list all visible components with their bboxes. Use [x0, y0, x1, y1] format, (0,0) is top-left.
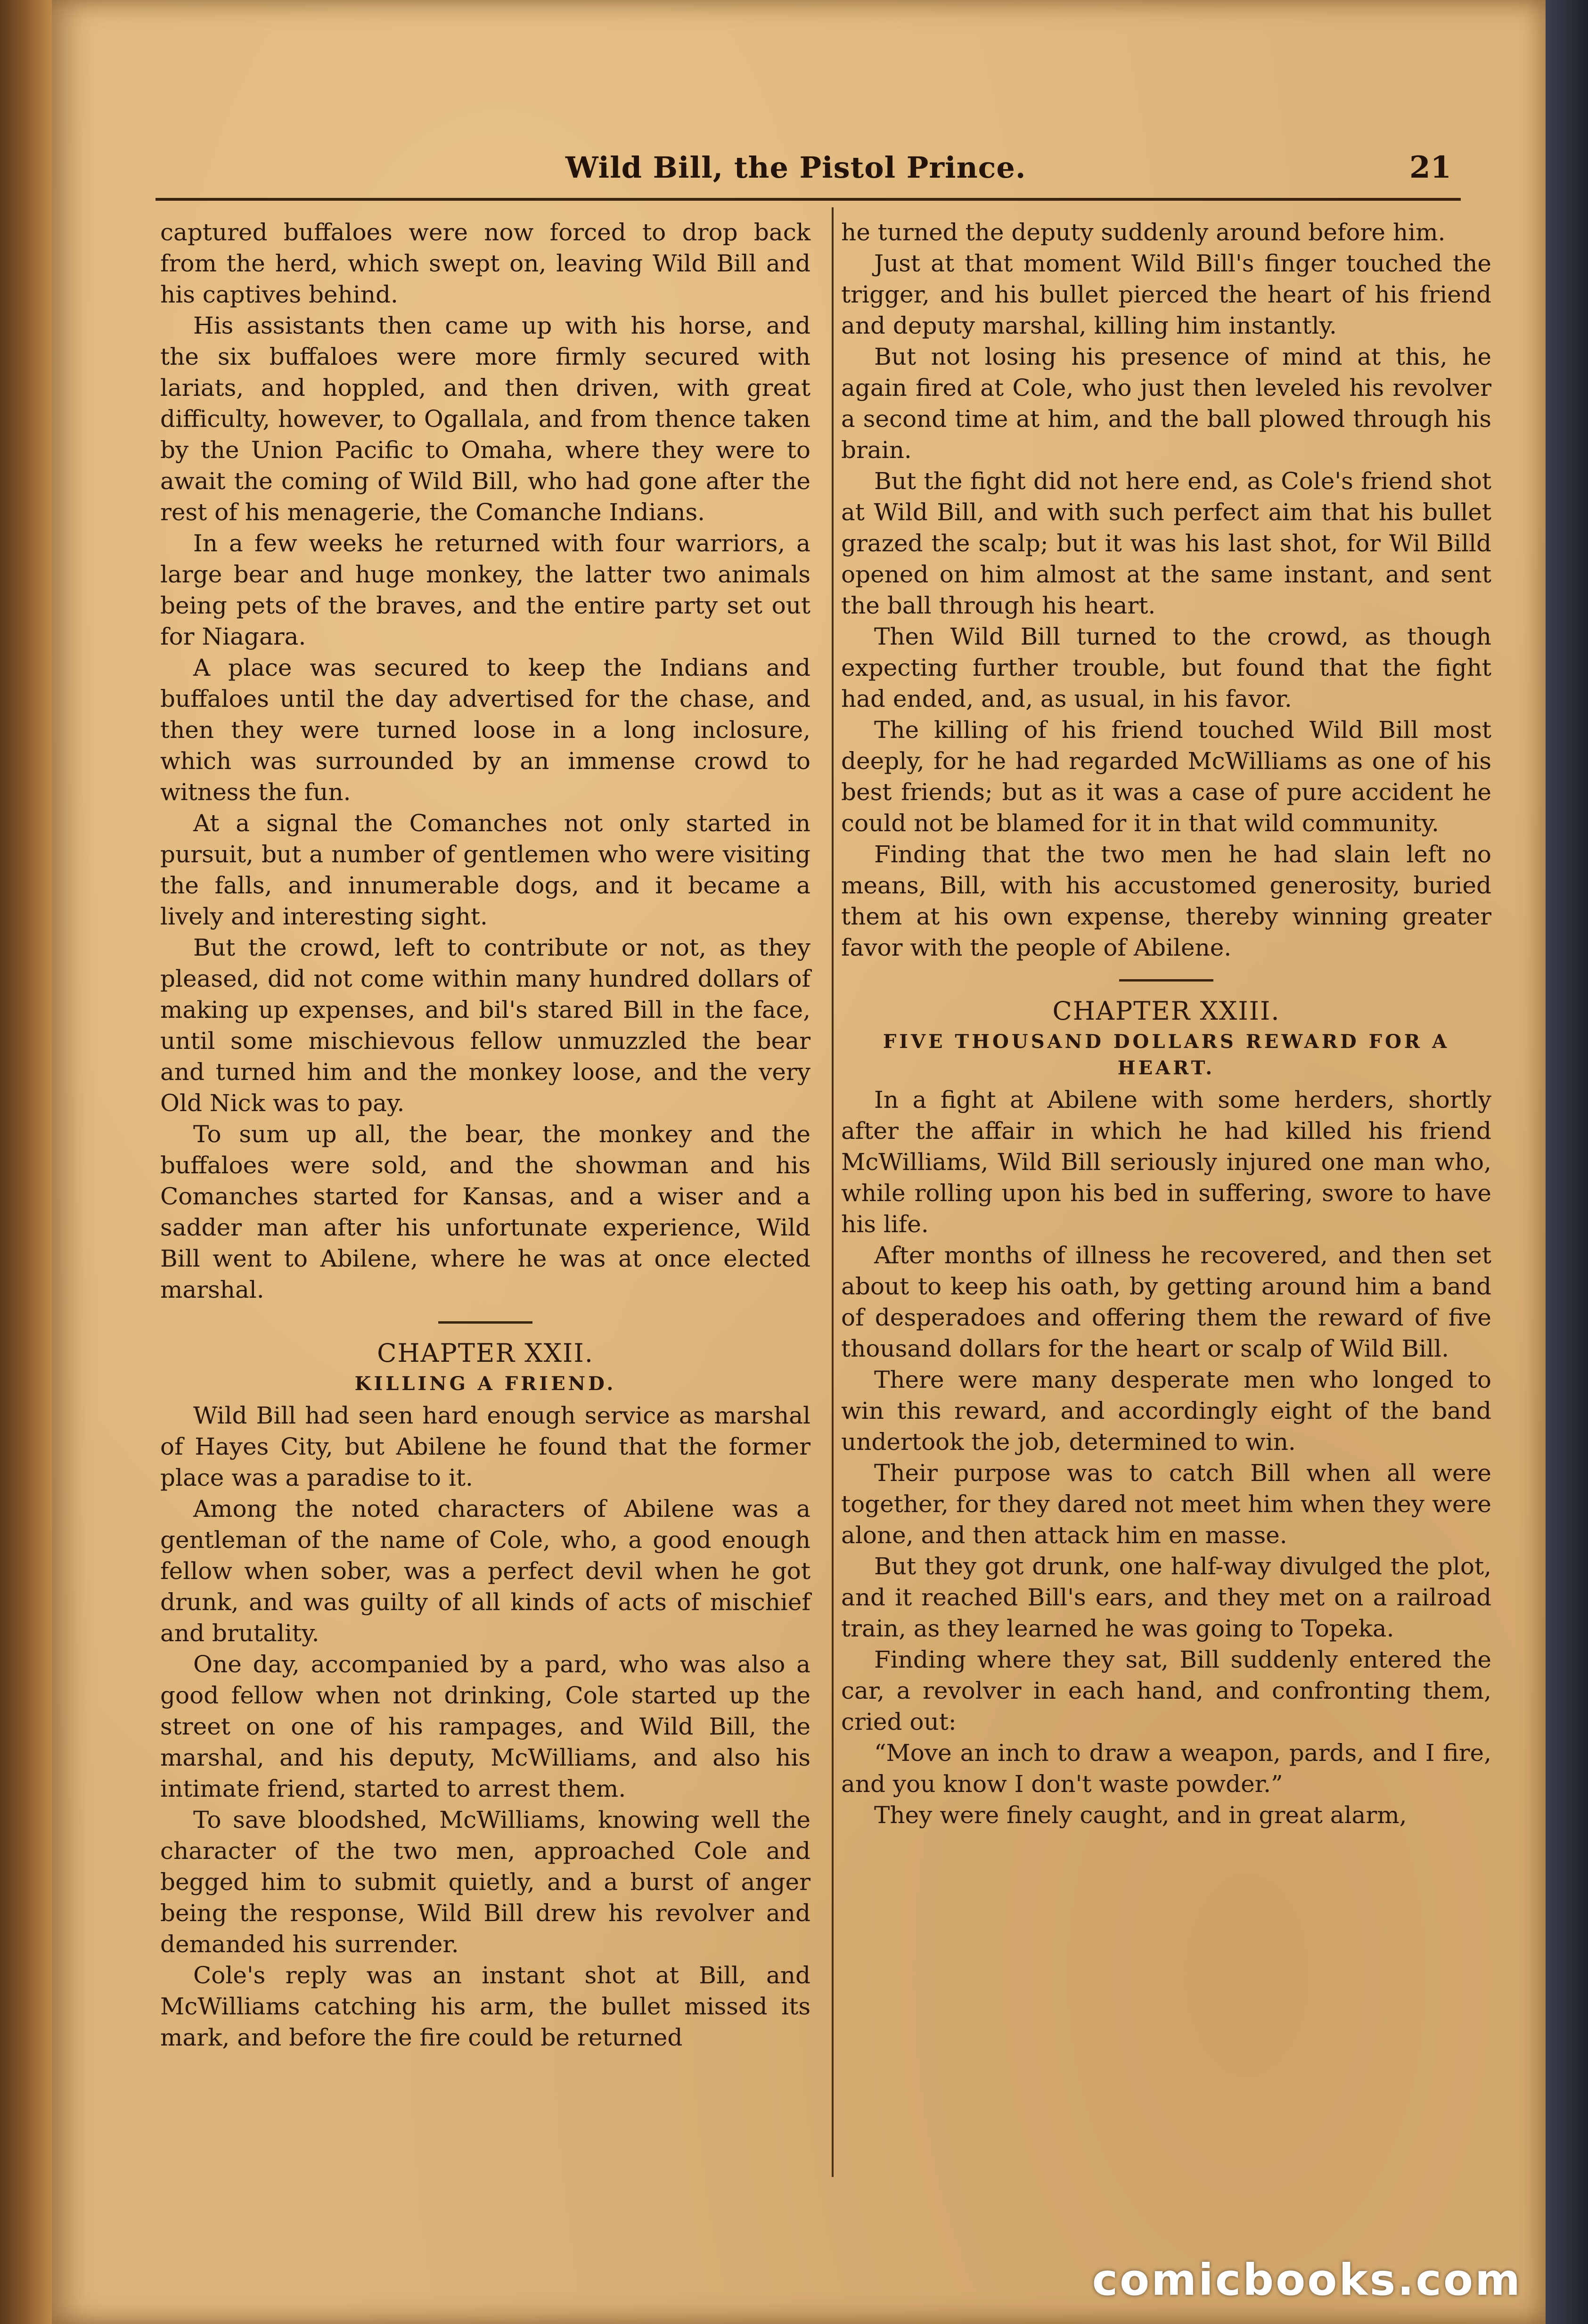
watermark-text: comicbooks.com	[1092, 2255, 1522, 2305]
chapter-subtitle: KILLING A FRIEND.	[354, 1373, 616, 1395]
paragraph: In a few weeks he returned with four warriors, a large bear and huge monkey, the latter two animals being pets of the braves, and the entire party set out for Niagara.	[160, 530, 810, 650]
paragraph: They were finely caught, and in great alarm,	[874, 1801, 1407, 1829]
paragraph: Among the noted characters of Abilene was a gentleman of the name of Cole, who, a good enough fellow when sober, was a perfect devil when he got drunk, and was guilty of all kinds of acts of mischief and brutality.	[160, 1495, 810, 1647]
paragraph: To sum up all, the bear, the monkey and the buffaloes were sold, and the showman and his Comanches started for Kansas, and a wiser and a sadder man after his unfortunate experience, Wild Bill went to Abilene, where he was at once elected marshal.	[160, 1121, 810, 1303]
page-number: 21	[1409, 149, 1451, 185]
paragraph: In a fight at Abilene with some herders, shortly after the affair in which he had killed his friend McWilliams, Wild Bill seriously injured one man who, while rolling upon his bed in suffering, swore to have his life.	[841, 1086, 1491, 1238]
paragraph: A place was secured to keep the Indians and buffaloes until the day advertised for the chase, and then they were turned loose in a long inclosure, which was surrounded by an immense crowd to witness the fun.	[160, 654, 810, 806]
paragraph: But the crowd, left to contribute or not, as they pleased, did not come within many hundred dollars of making up expenses, and bil's stared Bill in the face, until some mischievous fellow unmuzzled the bear and turned him and the monkey loose, and the very Old Nick was to pay.	[160, 934, 810, 1117]
paragraph: There were many desperate men who longed to win this reward, and accordingly eight of the band undertook the job, determined to win.	[841, 1366, 1491, 1456]
paragraph: he turned the deputy suddenly around before him.	[841, 219, 1446, 246]
column-divider	[832, 207, 834, 2177]
left-column	[160, 217, 810, 2053]
paragraph: Finding where they sat, Bill suddenly entered the car, a revolver in each hand, and confronting them, cried out:	[841, 1646, 1491, 1735]
paragraph: Their purpose was to catch Bill when all were together, for they dared not meet him when they were alone, and then attack him en masse.	[841, 1459, 1491, 1549]
paragraph: At a signal the Comanches not only started in pursuit, but a number of gentlemen who were visiting the falls, and innumerable dogs, and it became a lively and interesting sight.	[160, 810, 810, 930]
paragraph: Finding that the two men he had slain left no means, Bill, with his accustomed generosity, buried them at his own expense, thereby winning greater favor with the people of Abilene.	[841, 841, 1491, 961]
paragraph: To save bloodshed, McWilliams, knowing well the character of the two men, approached Cole and begged him to submit quietly, and a burst of anger being the response, Wild Bill drew his revolver and demanded his surrender.	[160, 1806, 810, 1958]
paragraph: Cole's reply was an instant shot at Bill, and McWilliams catching his arm, the bullet missed its mark, and before the fire could be returned	[160, 1962, 810, 2051]
right-column	[841, 217, 1491, 1831]
paragraph: One day, accompanied by a pard, who was also a good fellow when not drinking, Cole started up the street on one of his rampages, and Wild Bill, the marshal, and his deputy, McWilliams, and also his intimate friend, started to arrest them.	[160, 1651, 810, 1802]
paragraph: But not losing his presence of mind at this, he again fired at Cole, who just then leveled his revolver a second time at him, and the ball plowed through his brain.	[841, 343, 1491, 464]
paragraph: Then Wild Bill turned to the crowd, as though expecting further trouble, but found that the fight had ended, and, as usual, in his favor.	[841, 623, 1491, 712]
paragraph: But the fight did not here end, as Cole's friend shot at Wild Bill, and with such perfect aim that his bullet grazed the scalp; but it was his last shot, for Wil Billd opened on him almost at the same instant, and sent the ball through his heart.	[841, 467, 1491, 619]
book-spine	[0, 0, 57, 2324]
paragraph: The killing of his friend touched Wild Bill most deeply, for he had regarded McWilliams as one of his best friends; but as it was a case of pure accident he could not be blamed for it in that wild community.	[841, 716, 1491, 837]
paragraph: After months of illness he recovered, and then set about to keep his oath, by getting around him a band of desperadoes and offering them the reward of five thousand dollars for the heart or scalp of Wild Bill.	[841, 1242, 1491, 1362]
header-rule	[156, 198, 1461, 201]
paragraph: Just at that moment Wild Bill's finger touched the trigger, and his bullet pierced the heart of his friend and deputy marshal, killing him instantly.	[841, 250, 1491, 339]
chapter-rule	[1119, 979, 1213, 982]
chapter-title: CHAPTER XXIII.	[1052, 996, 1280, 1026]
chapter-title: CHAPTER XXII.	[377, 1338, 594, 1368]
paragraph: His assistants then came up with his horse, and the six buffaloes were more firmly secured with lariats, and hoppled, and then driven, with great difficulty, however, to Ogallala, and from thence taken by the Union Pacific to Omaha, where they were to await the coming of Wild Bill, who had gone after the rest of his menagerie, the Comanche Indians.	[160, 312, 810, 526]
paragraph: “Move an inch to draw a weapon, pards, and I fire, and you know I don't waste powder.”	[841, 1739, 1491, 1798]
paragraph: Wild Bill had seen hard enough service as marshal of Hayes City, but Abilene he found that the former place was a paradise to it.	[160, 1402, 810, 1491]
page-background-edge	[1546, 0, 1588, 2324]
page-header	[565, 141, 1451, 193]
chapter-subtitle: FIVE THOUSAND DOLLARS REWARD FOR A HEART.	[883, 1031, 1450, 1079]
running-title: Wild Bill, the Pistol Prince.	[565, 150, 1026, 185]
chapter-rule	[438, 1321, 532, 1324]
paragraph: But they got drunk, one half-way divulged the plot, and it reached Bill's ears, and they met on a railroad train, as they learned he was going to Topeka.	[841, 1553, 1491, 1642]
paragraph: captured buffaloes were now forced to drop back from the herd, which swept on, leaving Wild Bill and his captives behind.	[160, 219, 810, 308]
